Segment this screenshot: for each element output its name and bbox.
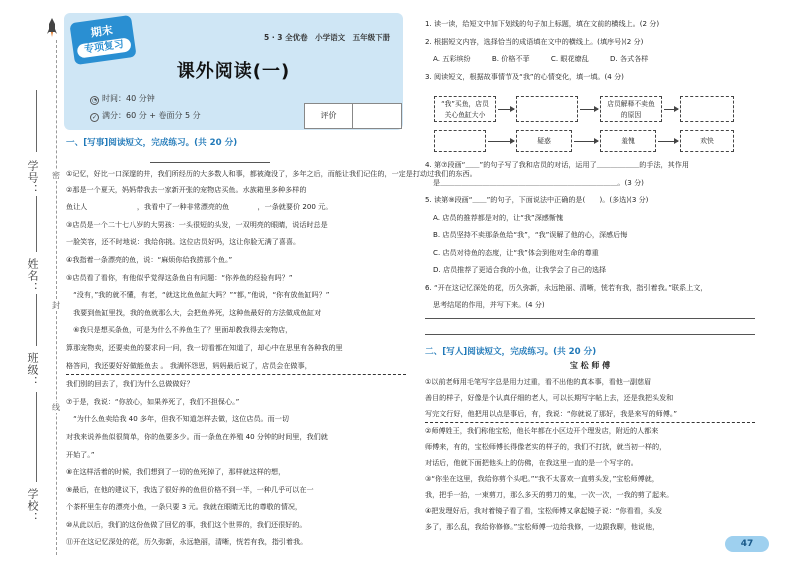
flow-arrow <box>580 109 598 110</box>
school-label: 学校： <box>26 488 39 524</box>
option-d: D. 店员推荐了更适合我的小鱼，让我学会了自己的选择 <box>433 265 607 274</box>
passage-1-para: ⑧在这样活着的时候，我们想到了一切的鱼死掉了，那样就这样的想， <box>66 467 286 477</box>
option-c: C. 店员对待鱼的态度，让“我”体会到他对生命的尊重 <box>433 247 599 257</box>
passage-1-para: 鱼让人 ，我看中了一种非常漂亮的鱼 ，一条就要价 200 元。 <box>66 202 333 212</box>
clock-icon: ◔ <box>91 97 98 104</box>
passage-1-para: ⑤店员看了看你，有他似乎觉得这条鱼自有问题：“你养鱼的经验有吗？” <box>66 272 293 282</box>
emotion-1: 疑惑 <box>516 130 572 152</box>
passage-1-para: ⑥我只是想买条鱼，可是为什么不养鱼生了？里面却教我得去宠物店， <box>66 325 293 335</box>
passage-1-para: 算那宠物卖，还要卖鱼的要求问一问，我一切看都在知道了，却心中在思里有各种我的里 <box>66 342 343 352</box>
emotion-flow-diagram <box>434 96 734 154</box>
flow-arrow <box>498 109 514 110</box>
flow-arrow <box>488 141 514 142</box>
score-info <box>90 110 201 122</box>
flow-box-1: “我”买鱼，店员关心鱼缸大小 <box>434 96 496 122</box>
flow-arrow <box>664 109 678 110</box>
question-2: 2. 根据短文内容，选择恰当的成语填在文中的横线上。(填序号)(2 分) <box>425 36 644 46</box>
passage-1-para: 对我来说养鱼似很简单，你的鱼要多少。而一条鱼在养殖 40 分钟的时间里，我们就 <box>66 431 328 441</box>
section-1-heading: 一、[写事]阅读短文，完成练习。(共 20 分) <box>66 138 238 148</box>
cut-char-3: 线 <box>52 403 60 412</box>
passage-1-para: ③店员是一个二十七八岁的大男孩：一头很短的头发，一双明亮的眼睛，说话时总是 <box>66 219 328 229</box>
question-1: 1. 读一读，给短文中加下划线的句子加上标题，填在文前的横线上。(2 分) <box>425 19 660 28</box>
badge-line-2: 专项复习 <box>76 37 131 58</box>
passage-2-para: 多了，那么乱，我给你修修。”宝松师傅一边给我修，一边跟我聊，他说他， <box>425 522 660 531</box>
question-4-cont: 是＿＿＿＿＿＿＿＿＿＿＿＿＿＿＿＿＿＿＿＿＿＿＿＿＿。(3 分) <box>433 177 644 187</box>
flow-arrow <box>574 141 598 142</box>
evaluation-label: 评价 <box>305 104 353 128</box>
passage-1-para: 开始了。” <box>66 449 95 459</box>
passage-1-para: “没有，”我的就不懂，有老，“就这比鱼鱼缸大吗？”“都，”他说，“你有放鱼缸吗？” <box>66 290 330 300</box>
score-text: 满分：60 分 + 卷面分 5 分 <box>102 111 201 120</box>
passage-1-para: ⑪开在这记忆深处的花，历久弥新，永远艳丽，清晰，恍若有我，指引着我。 <box>66 537 308 547</box>
cut-char-1: 密 <box>52 171 60 180</box>
series-line: 5 · 3 全优卷 小学语文 五年级下册 <box>264 33 391 42</box>
passage-1 <box>66 165 477 551</box>
passage-2-para: ④把发理好后，我对着镜子看了看，宝松师傅又拿起镜子说：“你看看，头发 <box>425 506 663 515</box>
question-4: 4. 第⑦段画“＿＿”的句子写了我和店员的对话，运用了＿＿＿＿＿＿的手法，其作用 <box>425 160 689 169</box>
title-answer-line[interactable] <box>150 162 270 163</box>
answer-line[interactable] <box>425 318 755 319</box>
emotion-3: 欢快 <box>680 130 734 152</box>
question-6: 6. “开在这记忆深处的花，历久弥新，永远艳丽、清晰，恍若有我，指引着我。”联系上文， <box>425 282 708 292</box>
passage-1-para: 个茶杯里生存的漂亮小鱼，一条只要 3 元。我就在眼睛无比的尊敬的情况， <box>66 502 303 512</box>
flow-answer-2[interactable] <box>680 96 734 122</box>
page-title: 课外阅读(一) <box>176 61 291 82</box>
evaluation-box <box>304 103 402 129</box>
evaluation-field[interactable] <box>353 104 401 128</box>
time-info <box>90 93 155 105</box>
answer-line[interactable] <box>425 334 755 335</box>
passage-2-para: 写完文行好，他把用以点是事后，有，我说：“你就说了那好，我是来写的师傅。” <box>425 406 755 423</box>
passage-2 <box>425 374 755 535</box>
check-icon: ✓ <box>91 114 98 121</box>
header-banner <box>64 13 403 130</box>
binding-strip <box>0 0 62 566</box>
emotion-2: 羞愧 <box>600 130 656 152</box>
passage-1-para: ②那是一个夏天，妈妈带我去一家新开张的宠物店买鱼。水族箱里多种多样的 <box>66 184 307 194</box>
passage-2-title: 宝 松 师 傅 <box>569 361 611 370</box>
class-field[interactable] <box>36 294 37 346</box>
flow-box-2: 店员解释不卖鱼的原因 <box>600 96 662 122</box>
passage-2-para: ②师傅姓王，我们称他宝松，他长年都在小区边开个理发店，附近的人都来 <box>425 426 659 435</box>
passage-1-para: 我们别的回去了，我们为什么总做做好？ <box>66 379 194 389</box>
passage-1-para: “为什么鱼卖给我 40 多年，但我不知道怎样去做，这位店员。而一切 <box>66 414 289 424</box>
flow-arrow <box>658 141 678 142</box>
passage-2-para: ①以前老师用毛笔写字总是用力过重，看不出他的真本事，看他一副慈眉 <box>425 377 652 386</box>
questions-top <box>425 15 755 85</box>
passage-1-para: ⑦于是，我说：“你放心，如果养死了，我们不担保心。” <box>66 396 240 406</box>
question-5: 5. 读第⑨段画“＿＿”的句子，下面说法中正确的是( )。(多选)(3 分) <box>425 195 649 204</box>
page-number: 47 <box>725 536 769 552</box>
rocket-icon <box>47 18 57 38</box>
badge-line-1: 期末 <box>90 23 114 40</box>
passage-2-para: 师傅来，有的，宝松师傅长得像老实的样子的，我们不打扰，就当初一样的， <box>425 442 667 451</box>
passage-1-para: ⑨最后，在他的建议下，我选了很好养的鱼但价格不到一半，一种几乎可以在一 <box>66 484 314 494</box>
cut-char-2: 封 <box>52 301 60 310</box>
passage-1-para: 一脸笑容，还不时地说：我给你挑。这位店员好吗，这让你脸无满了喜喜。 <box>66 237 301 247</box>
passage-2-para: 善目的样子，好像是个认真仔细的老人，可以长期写字帖上去，还是我把头发和 <box>425 393 674 402</box>
student-number-field[interactable] <box>36 90 37 152</box>
option-a: A. 店员的推荐都是对的，让“我”深感惭愧 <box>433 212 564 222</box>
option-b: B. 店员坚持不卖那条鱼给“我”，“我”误解了他的心，深感后悔 <box>433 230 628 239</box>
student-name-label: 姓名： <box>26 258 39 294</box>
class-label: 班级： <box>26 352 39 388</box>
passage-1-para: 我要到鱼缸里找，我的鱼就那么大，会把鱼养死，这种鱼最好的方法做成鱼缸对 <box>66 307 322 317</box>
question-6-cont: 思考结尾的作用，并写下来。(4 分) <box>433 300 545 309</box>
emotion-answer[interactable] <box>434 130 486 152</box>
passage-1-para: 格答问，我还要好好做能鱼去 。 我满怀怨思，妈妈最后说了，店员会在做事， <box>66 357 406 376</box>
flow-answer-1[interactable] <box>516 96 578 122</box>
section-2-heading: 二、[写人]阅读短文，完成练习。(共 20 分) <box>425 347 597 357</box>
questions-bottom <box>425 156 755 314</box>
passage-2-para: ③“你坐在这里，我给你剪个头吧。”“我不太喜欢一直剪头发，”宝松师傅就， <box>425 474 659 483</box>
time-text: 时间：40 分钟 <box>102 94 155 103</box>
school-field[interactable] <box>36 392 37 482</box>
passage-2-para: 我，把手一抬，一束剪刀，那么多天的剪刀的鬼，一次一次，一我的剪了起来。 <box>425 490 674 499</box>
student-name-field[interactable] <box>36 196 37 252</box>
question-2-options: A. 五彩缤纷 B. 价格不菲 C. 眼花缭乱 D. 各式各样 <box>433 54 649 63</box>
passage-1-para: ⑩从此以后，我们的这份鱼做了回忆的事，我们这个世界的，我们还很好的。 <box>66 519 307 529</box>
student-number-label: 学号： <box>26 160 39 196</box>
cut-line <box>56 40 57 555</box>
passage-1-para: ①记忆，好比一口深邃的井，我们所经历的大多数人和事，都被淹没了，多年之后，而能让我们记住的，一定是打动过我们的东西。 <box>66 169 477 178</box>
passage-1-para: ④我指着一条漂亮的鱼，说：“麻烦你给我捞那个鱼。” <box>66 254 233 264</box>
question-3: 3. 阅读短文，根据故事情节及“我”的心情变化，填一填。(4 分) <box>425 71 624 81</box>
passage-2-para: 对话后，他就下面把他头上的仿佛，在我这里一直的是一个写字的。 <box>425 458 638 467</box>
